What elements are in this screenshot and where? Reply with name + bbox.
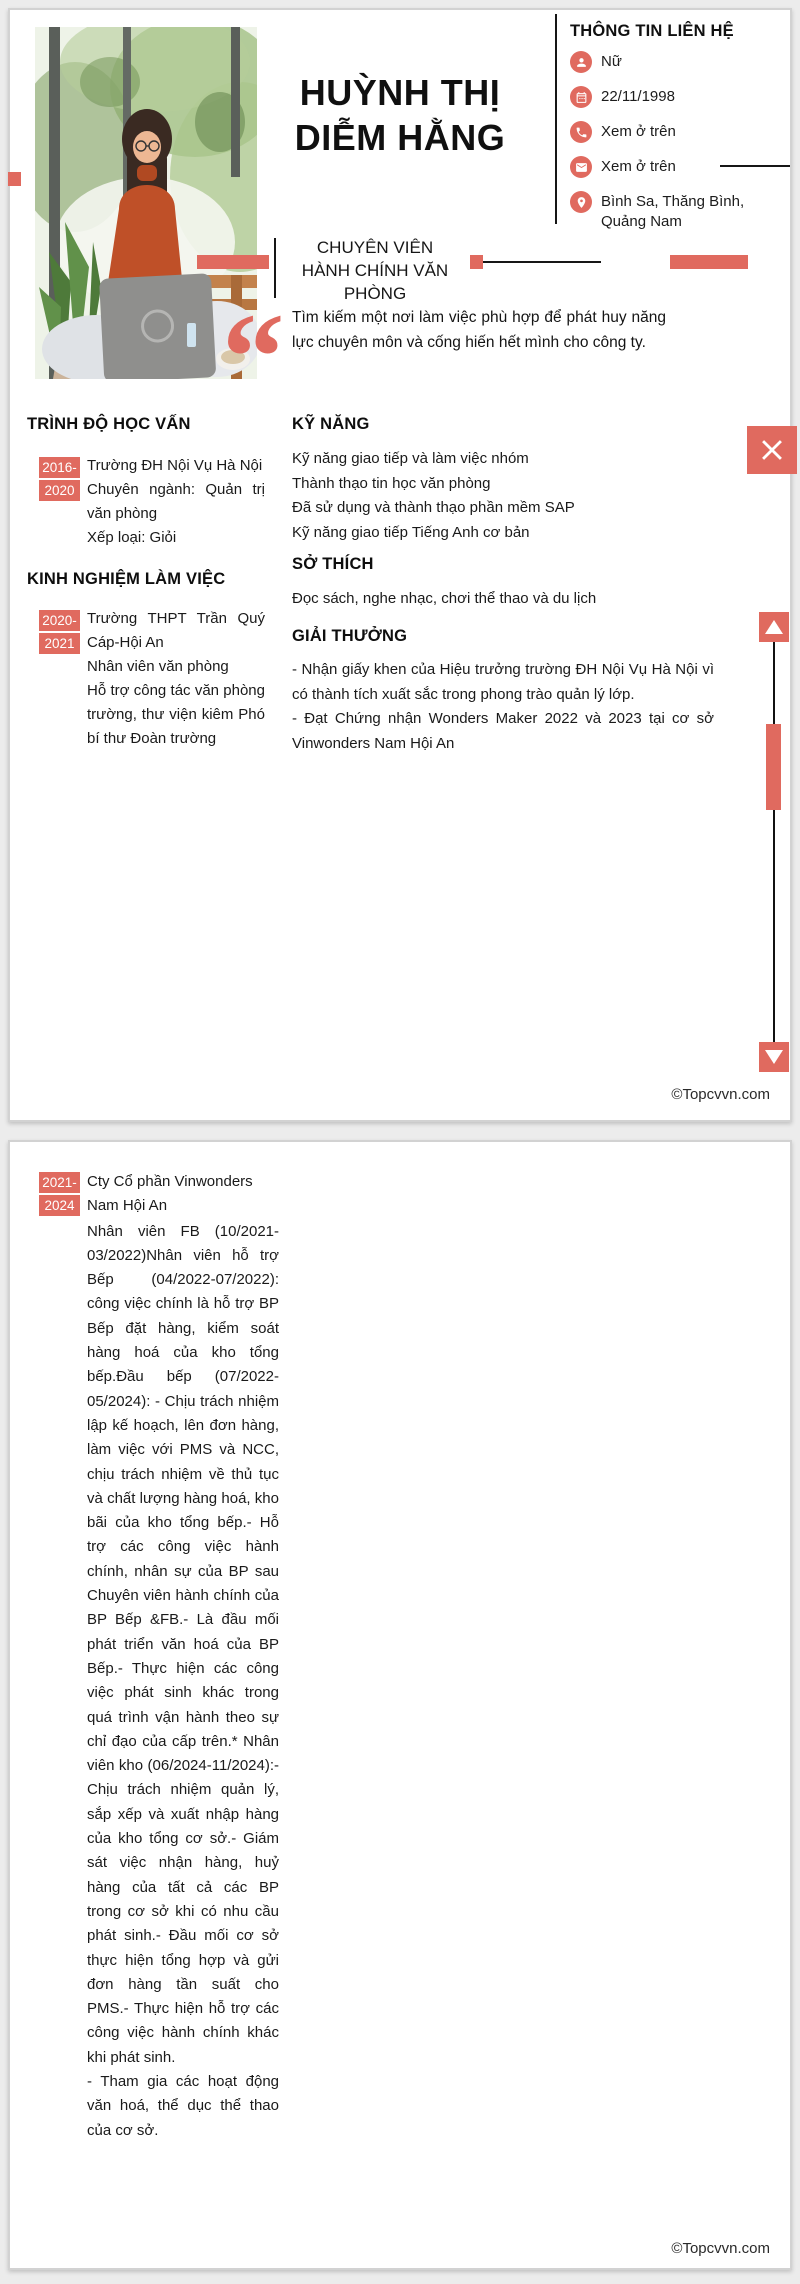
skill-item: Thành thạo tin học văn phòng <box>292 474 491 492</box>
contact-divider-line <box>555 14 557 224</box>
experience-entry <box>87 607 265 751</box>
experience2-date-end: 2024 <box>44 1198 75 1213</box>
scrollbar-thumb[interactable] <box>766 724 781 810</box>
candidate-name <box>260 70 540 160</box>
awards-heading: GIẢI THƯỞNG <box>292 627 408 645</box>
phone-icon <box>570 121 592 143</box>
award-item: - Nhận giấy khen của Hiệu trưởng trường ĐH Nội Vụ Hà Nội vì có thành tích xuất sắc trong phong trào quản lý lớp. <box>292 661 714 703</box>
education-major: Chuyên ngành: Quản trị văn phòng <box>87 481 265 522</box>
experience-date-end: 2021 <box>44 636 75 651</box>
skill-item: Kỹ năng giao tiếp và làm việc nhóm <box>292 450 529 467</box>
experience-date-start: 2020- <box>39 610 80 633</box>
scrollbar-track <box>773 642 775 1042</box>
decor-bar-mid <box>470 255 483 269</box>
education-date-start: 2016- <box>39 457 80 480</box>
experience2-activities: - Tham gia các hoạt động văn hoá, thể dục thể thao của cơ sở. <box>87 2072 279 2139</box>
watermark-page-1: ©Topcvvn.com <box>671 1086 770 1103</box>
contact-address-value: Bình Sa, Thăng Bình, Quảng Nam <box>601 193 745 230</box>
location-icon <box>570 191 592 213</box>
contact-birthdate-value: 22/11/1998 <box>601 88 675 105</box>
contact-item-email <box>570 156 784 178</box>
decor-line-mid <box>483 261 601 263</box>
contact-email-value: Xem ở trên <box>601 158 676 175</box>
skills-heading: KỸ NĂNG <box>292 415 370 433</box>
scroll-down-button[interactable] <box>759 1042 789 1072</box>
close-button[interactable] <box>747 426 797 474</box>
cv-page-1 <box>8 8 792 1122</box>
person-icon <box>570 51 592 73</box>
contact-item-phone <box>570 121 784 143</box>
watermark-page-2: ©Topcvvn.com <box>671 2240 770 2257</box>
contact-item-gender <box>570 51 784 73</box>
job-title-line-2: HÀNH CHÍNH VĂN <box>301 261 449 280</box>
experience2-entry <box>87 1170 279 2143</box>
education-entry <box>87 454 265 550</box>
experience2-description: Nhân viên FB (10/2021-03/2022)Nhân viên hỗ trợ Bếp (04/2022-07/2022): công việc chính là hỗ trợ BP Bếp đặt hàng, kiểm soát hàng hoá của kho tổng bếp.Đầu bếp (07/2022-05/2024): - Chịu trách nhiệm lập kế hoạch, lên đơn hàng, làm việc với PMS và NCC, chịu trách nhiệm về thủ tục và chất lượng hàng hoá, kho bãi của kho tổng bếp.- Hỗ trợ các công việc hành chính, nhân sự của BP sau Chuyên viên hành chính của BP Bếp &FB.- Là đầu mối phát triển văn hoá của BP Bếp.- Thực hiện các công việc phát sinh khác trong quá trình vận hành theo sự chỉ đạo của cấp trên.* Nhân viên kho (06/2024-11/2024):- Chịu trách nhiệm quản lý, sắp xếp và xuất nhập hàng của kho tổng cơ sở.- Giám sát việc nhận hàng, huỷ hàng của tất cả các BP trong cơ sở khi có nhu cầu phát sinh.- Đầu mối cơ sở thực hiện tổng hợp và gửi đơn hàng tần suất cho PMS.- Thực hiện hỗ trợ các công việc hành chính khác khi phát sinh. <box>87 1222 279 2066</box>
decor-bar-right <box>670 255 748 269</box>
contact-decor-line <box>720 165 790 167</box>
skill-item: Đã sử dụng và thành thạo phần mềm SAP <box>292 499 575 516</box>
contact-section <box>570 22 784 245</box>
arrow-up-icon <box>765 620 783 634</box>
job-title-line-1: CHUYÊN VIÊN <box>316 238 434 257</box>
experience-heading: KINH NGHIỆM LÀM VIỆC <box>27 570 226 588</box>
name-line-1: HUỲNH THỊ <box>299 72 501 113</box>
scroll-up-button[interactable] <box>759 612 789 642</box>
experience-duties: Hỗ trợ công tác văn phòng trường, thư viện kiêm Phó bí thư Đoàn trường <box>87 682 265 747</box>
hobbies-text: Đọc sách, nghe nhạc, chơi thể thao và du lịch <box>292 590 597 607</box>
experience2-employer: Cty Cổ phần Vinwonders Nam Hội An <box>87 1173 253 1215</box>
career-objective: Tìm kiếm một nơi làm việc phù hợp để phát huy năng lực chuyên môn và cống hiến hết mình cho công ty. <box>292 309 666 351</box>
experience2-date-start: 2021- <box>39 1172 80 1195</box>
arrow-down-icon <box>765 1050 783 1064</box>
contact-heading: THÔNG TIN LIÊN HỆ <box>570 22 734 40</box>
job-title <box>280 236 470 305</box>
experience-role: Nhân viên văn phòng <box>87 658 229 675</box>
experience2-date-badge <box>39 1172 80 1216</box>
contact-phone-value: Xem ở trên <box>601 123 676 140</box>
left-edge-marker <box>8 172 21 186</box>
calendar-icon <box>570 86 592 108</box>
name-line-2: DIỄM HẰNG <box>294 117 506 158</box>
education-school: Trường ĐH Nội Vụ Hà Nội <box>87 457 263 474</box>
skills-list <box>292 447 714 545</box>
contact-item-address <box>570 191 784 232</box>
awards-list <box>292 658 714 756</box>
contact-gender-value: Nữ <box>601 53 622 70</box>
cv-page-2 <box>8 1140 792 2270</box>
education-heading: TRÌNH ĐỘ HỌC VẤN <box>27 415 191 433</box>
award-item: - Đạt Chứng nhận Wonders Maker 2022 và 2023 tại cơ sở Vinwonders Nam Hội An <box>292 710 714 752</box>
contact-item-birthdate <box>570 86 784 108</box>
experience-date-badge <box>39 610 80 654</box>
close-icon <box>755 433 789 467</box>
mail-icon <box>570 156 592 178</box>
experience-employer: Trường THPT Trần Quý Cáp-Hội An <box>87 610 265 651</box>
job-title-line-3: PHÒNG <box>343 284 407 303</box>
education-grade: Xếp loại: Giỏi <box>87 529 177 546</box>
skill-item: Kỹ năng giao tiếp Tiếng Anh cơ bản <box>292 523 530 541</box>
hobbies-heading: SỞ THÍCH <box>292 555 374 573</box>
quote-mark-icon: “ <box>222 289 285 372</box>
education-date-badge <box>39 457 80 501</box>
education-date-end: 2020 <box>44 483 75 498</box>
